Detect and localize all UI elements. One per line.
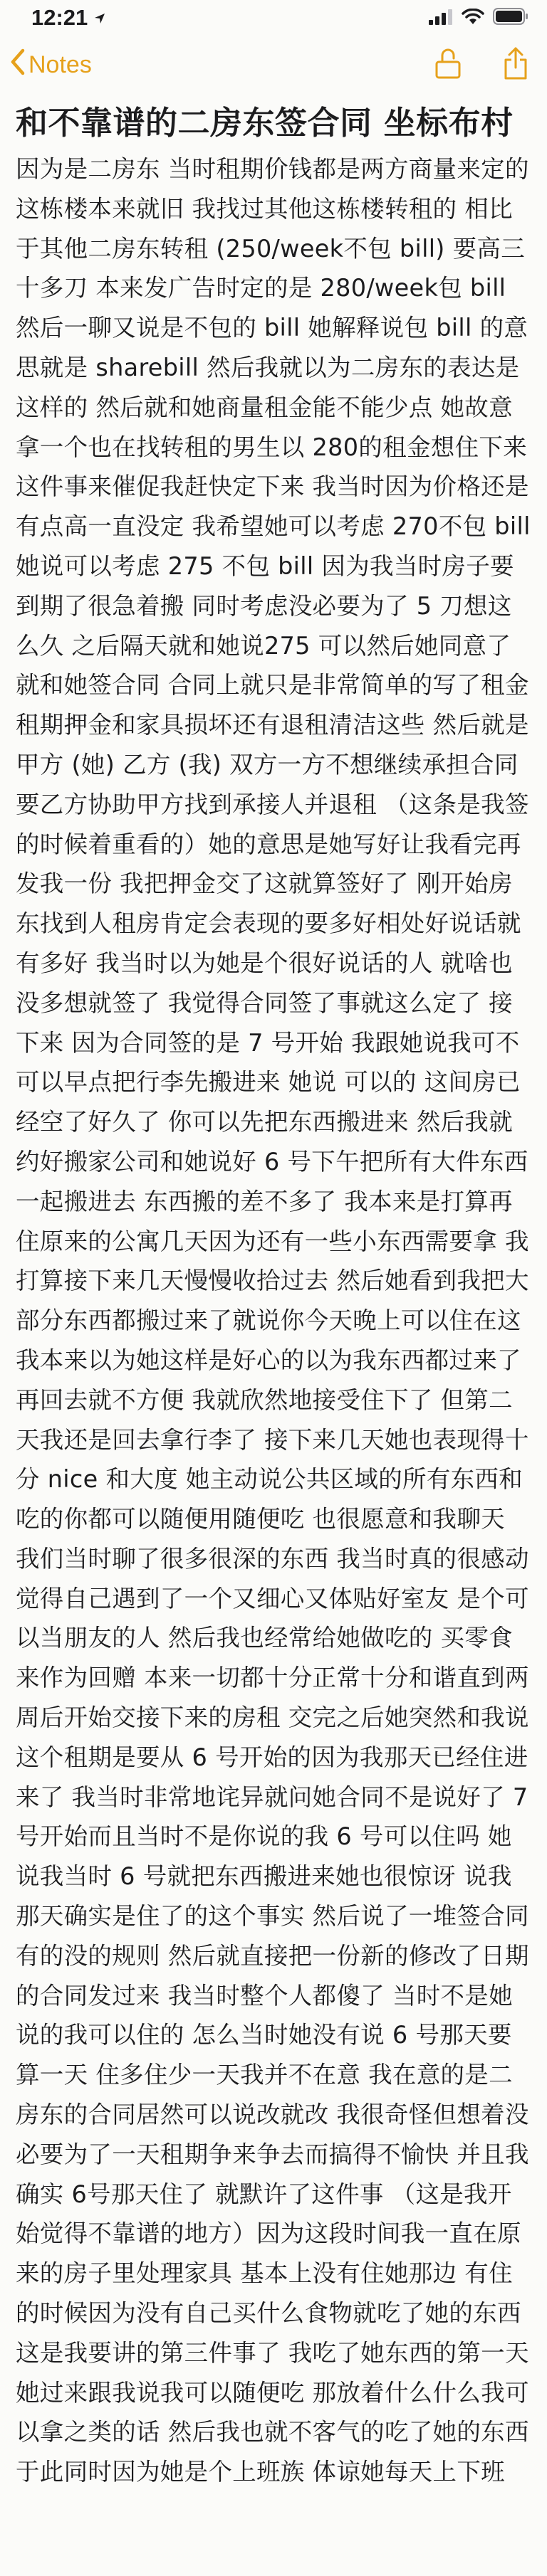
wifi-icon [462,5,484,31]
status-bar [0,0,547,36]
battery-icon [493,5,528,31]
cellular-signal-icon [429,5,453,31]
back-button[interactable] [10,48,92,82]
note-body[interactable]: 因为是二房东 当时租期价钱都是两方商量来定的 这栋楼本来就旧 我找过其他这栋楼转租的 相比于其他二房东转租 (250/week不包 bill) 要高三十多刀 本来发广告时定的是 280/week包 bill 然后一聊又说是不包的 bill 她解释说包 bill 的意思就是 sharebill 然后我就以为二房东的表达是这样的 然后就和她商量租金能不能少点 她故意拿一个也在找转租的男生以 280的租金想住下来这件事来催促我赶快定下来 我当时因为价格还是有点高一直没定 我希望她可以考虑 270不包 bill 她说可以考虑 275 不包 bill 因为我当时房子要到期了很急着搬 同时考虑没必要为了 5 刀想这么久 之后隔天就和她说275 可以然后她同意了就和她签合同 合同上就只是非常简单的写了租金租期押金和家具损坏还有退租清洁这些 然后就是甲方 (她) 乙方 (我) 双方一方不想继续承担合同要乙方协助甲方找到承接人并退租 （这条是我签的时候着重看的）她的意思是她写好让我看完再发我一份 我把押金交了这就算签好了 刚开始房东找到人租房肯定会表现的要多好相处好说话就有多好 我当时以为她是个很好说话的人 就啥也没多想就签了 我觉得合同签了事就这么定了 接下来 因为合同签的是 7 号开始 我跟她说我可不可以早点把行李先搬进来 她说 可以的 这间房已经空了好久了 你可以先把东西搬进来 然后我就约好搬家公司和她说好 6 号下午把所有大件东西一起搬进去 东西搬的差不多了 我本来是打算再住原来的公寓几天因为还有一些小东西需要拿 我打算接下来几天慢慢收拾过去 然后她看到我把大部分东西都搬过来了就说你今天晚上可以住在这 我本来以为她这样是好心的以为我东西都过来了再回去就不方便 我就欣然地接受住下了 但第二天我还是回去拿行李了 接下来几天她也表现得十分 nice 和大度 她主动说公共区域的所有东西和吃的你都可以随便用随便吃 也很愿意和我聊天 我们当时聊了很多很深的东西 我当时真的很感动 觉得自己遇到了一个又细心又体贴好室友 是个可以当朋友的人 然后我也经常给她做吃的 买零食来作为回赠 本来一切都十分正常十分和谐直到两周后开始交接下来的房租 交完之后她突然和我说这个租期是要从 6 号开始的因为我那天已经住进来了 我当时非常地诧异就问她合同不是说好了 7 号开始而且当时不是你说的我 6 号可以住吗 她说我当时 6 号就把东西搬进来她也很惊讶 说我那天确实是住了的这个事实 然后说了一堆签合同有的没的规则 然后就直接把一份新的修改了日期的合同发过来 我当时整个人都傻了 当时不是她说的我可以住的 怎么当时她没有说 6 号那天要算一天 住多住少一天我并不在意 我在意的是二房东的合同居然可以说改就改 我很奇怪但想着没必要为了一天租期争来争去而搞得不愉快 并且我确实 6号那天住了 就默许了这件事 （这是我开始觉得不靠谱的地方）因为这段时间我一直在原来的房子里处理家具 基本上没有住她那边 有住的时候因为没有自己买什么食物就吃了她的东西 这是我要讲的第三件事了 我吃了她东西的第一天 她过来跟我说我可以随便吃 那放着什么什么我可以拿之类的话 然后我也就不客气的吃了她的东西 于此同时因为她是个上班族 体谅她每天上下班 [16,155,538,2486]
lock-icon[interactable] [434,48,462,82]
back-label: Notes [28,51,92,78]
location-arrow-icon [93,5,106,31]
nav-actions [434,46,528,83]
status-right [429,5,528,31]
chevron-left-icon [10,48,26,82]
share-icon[interactable] [503,46,528,83]
status-left [31,5,106,31]
status-time: 12:21 [31,5,88,30]
note-title[interactable]: 和不靠谱的二房东签合同 坐标布村 [16,104,514,142]
nav-bar [0,36,547,94]
